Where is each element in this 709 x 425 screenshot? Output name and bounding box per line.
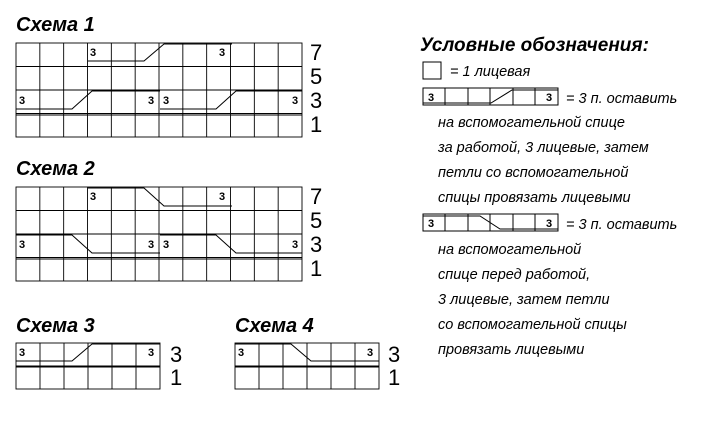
legend-title: Условные обозначения:	[420, 35, 649, 56]
scheme-2-cell-label: 3	[90, 191, 97, 203]
scheme-4-row-number: 3	[388, 342, 401, 367]
legend-knit-symbol	[423, 62, 441, 79]
scheme-1-cell-label: 3	[219, 47, 226, 59]
legend-cross-left-text: = 3 п. оставить	[566, 91, 678, 107]
scheme-2-row-number: 1	[310, 256, 323, 281]
legend-cross-left-text: петли со вспомогательной	[438, 165, 629, 181]
scheme-1-row-number: 3	[310, 88, 323, 113]
legend-cross-right-text: со вспомогательной спицы	[438, 317, 627, 333]
scheme-2-cell-label: 3	[163, 239, 170, 251]
scheme-4-cell-label: 3	[367, 347, 374, 359]
scheme-4-row-number: 1	[388, 365, 401, 390]
scheme-1-row-number: 1	[310, 112, 323, 137]
legend-cross-left-label: 3	[546, 92, 553, 104]
scheme-3-row-number: 3	[170, 342, 183, 367]
legend-cross-left-symbol	[423, 88, 558, 105]
legend-cross-right-text: спице перед работой,	[438, 267, 591, 283]
scheme-1-cell-label: 3	[292, 95, 299, 107]
scheme-2-cell-label: 3	[19, 239, 26, 251]
scheme-3-title: Схема 3	[16, 315, 95, 337]
scheme-2-cell-label: 3	[292, 239, 299, 251]
legend-cross-left-text: спицы провязать лицевыми	[438, 190, 631, 206]
scheme-1-cell-label: 3	[90, 47, 97, 59]
scheme-2-cell-label: 3	[219, 191, 226, 203]
scheme-2-row-number: 7	[310, 184, 323, 209]
scheme-3-row-number: 1	[170, 365, 183, 390]
scheme-1-row-number: 7	[310, 40, 323, 65]
legend-cross-right-text: провязать лицевыми	[438, 342, 585, 358]
scheme-1-title: Схема 1	[16, 14, 95, 36]
scheme-1-grid	[16, 43, 302, 137]
scheme-3-cell-label: 3	[19, 347, 26, 359]
scheme-4-cell-label: 3	[238, 347, 245, 359]
legend-knit-text: = 1 лицевая	[450, 64, 531, 80]
legend-cross-right-text: 3 лицевые, затем петли	[438, 292, 610, 308]
legend-cross-right-label: 3	[546, 218, 553, 230]
scheme-3-cell-label: 3	[148, 347, 155, 359]
legend-cross-left-label: 3	[428, 92, 435, 104]
legend-cross-right-label: 3	[428, 218, 435, 230]
legend-cross-right-text: на вспомогательной	[438, 242, 582, 258]
scheme-2-row-number: 3	[310, 232, 323, 257]
scheme-1-row-number: 5	[310, 64, 323, 89]
scheme-2-title: Схема 2	[16, 158, 95, 180]
scheme-1-cell-label: 3	[19, 95, 26, 107]
scheme-1-cell-label: 3	[148, 95, 155, 107]
legend-cross-left-text: на вспомогательной спице	[438, 115, 625, 131]
scheme-2-cell-label: 3	[148, 239, 155, 251]
scheme-4-grid	[235, 343, 379, 389]
scheme-3-grid	[16, 343, 160, 389]
scheme-1-cell-label: 3	[163, 95, 170, 107]
legend-cross-left-text: за работой, 3 лицевые, затем	[438, 140, 649, 156]
legend-cross-right-symbol	[423, 214, 558, 231]
legend-cross-right-text: = 3 п. оставить	[566, 217, 678, 233]
scheme-4-title: Схема 4	[235, 315, 314, 337]
scheme-2-row-number: 5	[310, 208, 323, 233]
